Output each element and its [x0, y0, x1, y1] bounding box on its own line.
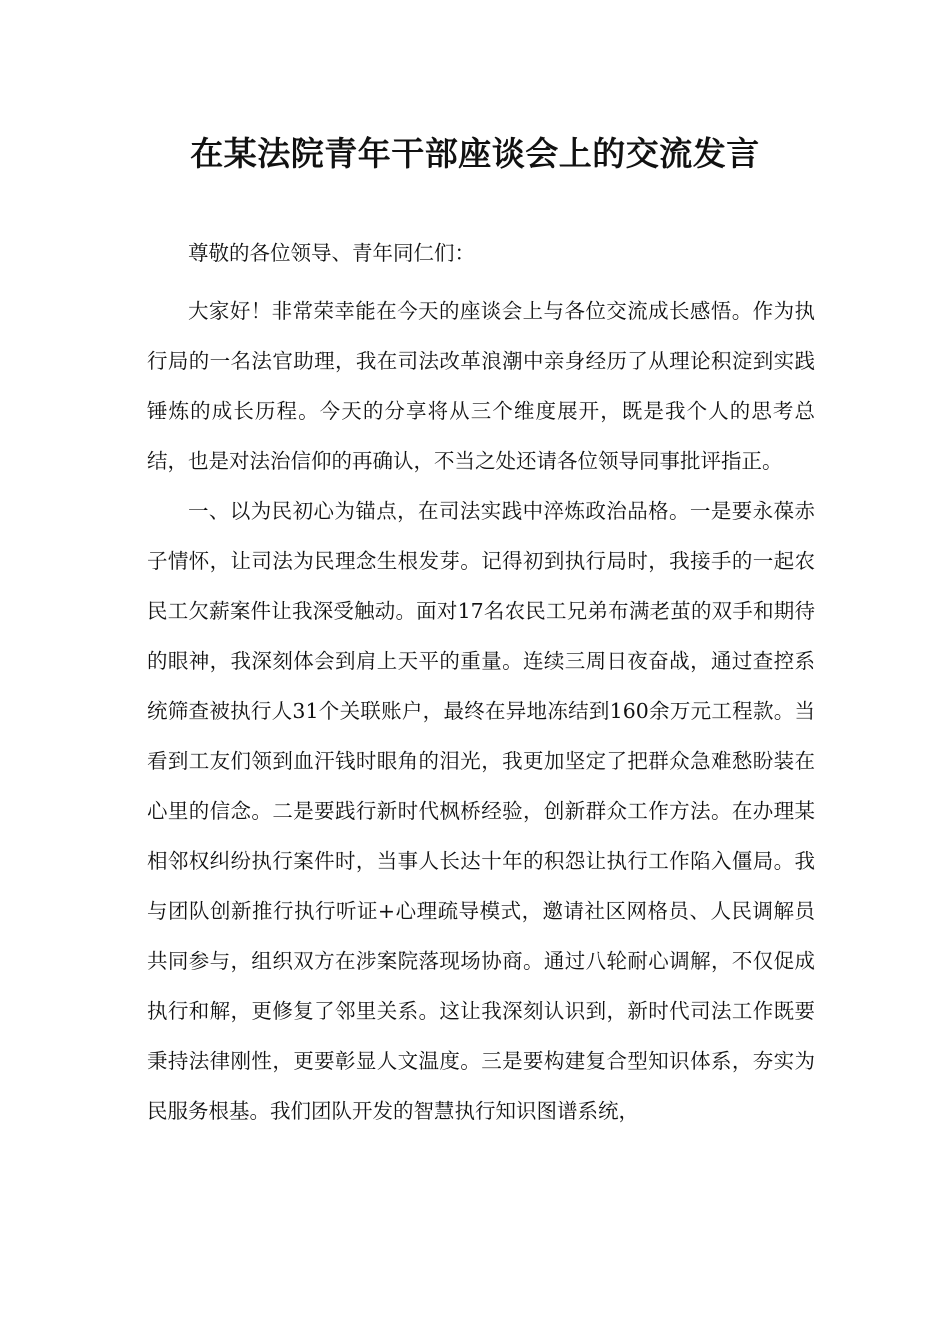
document-body — [147, 228, 815, 1136]
salutation: 尊敬的各位领导、青年同仁们： — [188, 241, 475, 265]
paragraph-section-one: 一、以为民初心为锚点，在司法实践中淬炼政治品格。一是要永葆赤子情怀，让司法为民理念生根发芽。记得初到执行局时，我接手的一起农民工欠薪案件让我深受触动。面对17名农民工兄弟布满老茧的双手和期待的眼神，我深刻体会到肩上天平的重量。连续三周日夜奋战，通过查控系统筛查被执行人31个关联账户，最终在异地冻结到160余万元工程款。当看到工友们领到血汗钱时眼角的泪光，我更加坚定了把群众急难愁盼装在心里的信念。二是要践行新时代枫桥经验，创新群众工作方法。在办理某相邻权纠纷执行案件时，当事人长达十年的积怨让执行工作陷入僵局。我与团队创新推行执行听证+心理疏导模式，邀请社区网格员、人民调解员共同参与，组织双方在涉案院落现场协商。通过八轮耐心调解，不仅促成执行和解，更修复了邻里关系。这让我深刻认识到，新时代司法工作既要秉持法律刚性，更要彰显人文温度。三是要构建复合型知识体系，夯实为民服务根基。我们团队开发的智慧执行知识图谱系统， — [147, 499, 815, 1123]
paragraph-intro: 大家好！非常荣幸能在今天的座谈会上与各位交流成长感悟。作为执行局的一名法官助理，我在司法改革浪潮中亲身经历了从理论积淀到实践锤炼的成长历程。今天的分享将从三个维度展开，既是我个人的思考总结，也是对法治信仰的再确认，不当之处还请各位领导同事批评指正。 — [147, 299, 815, 473]
document-title: 在某法院青年干部座谈会上的交流发言 — [190, 134, 760, 173]
